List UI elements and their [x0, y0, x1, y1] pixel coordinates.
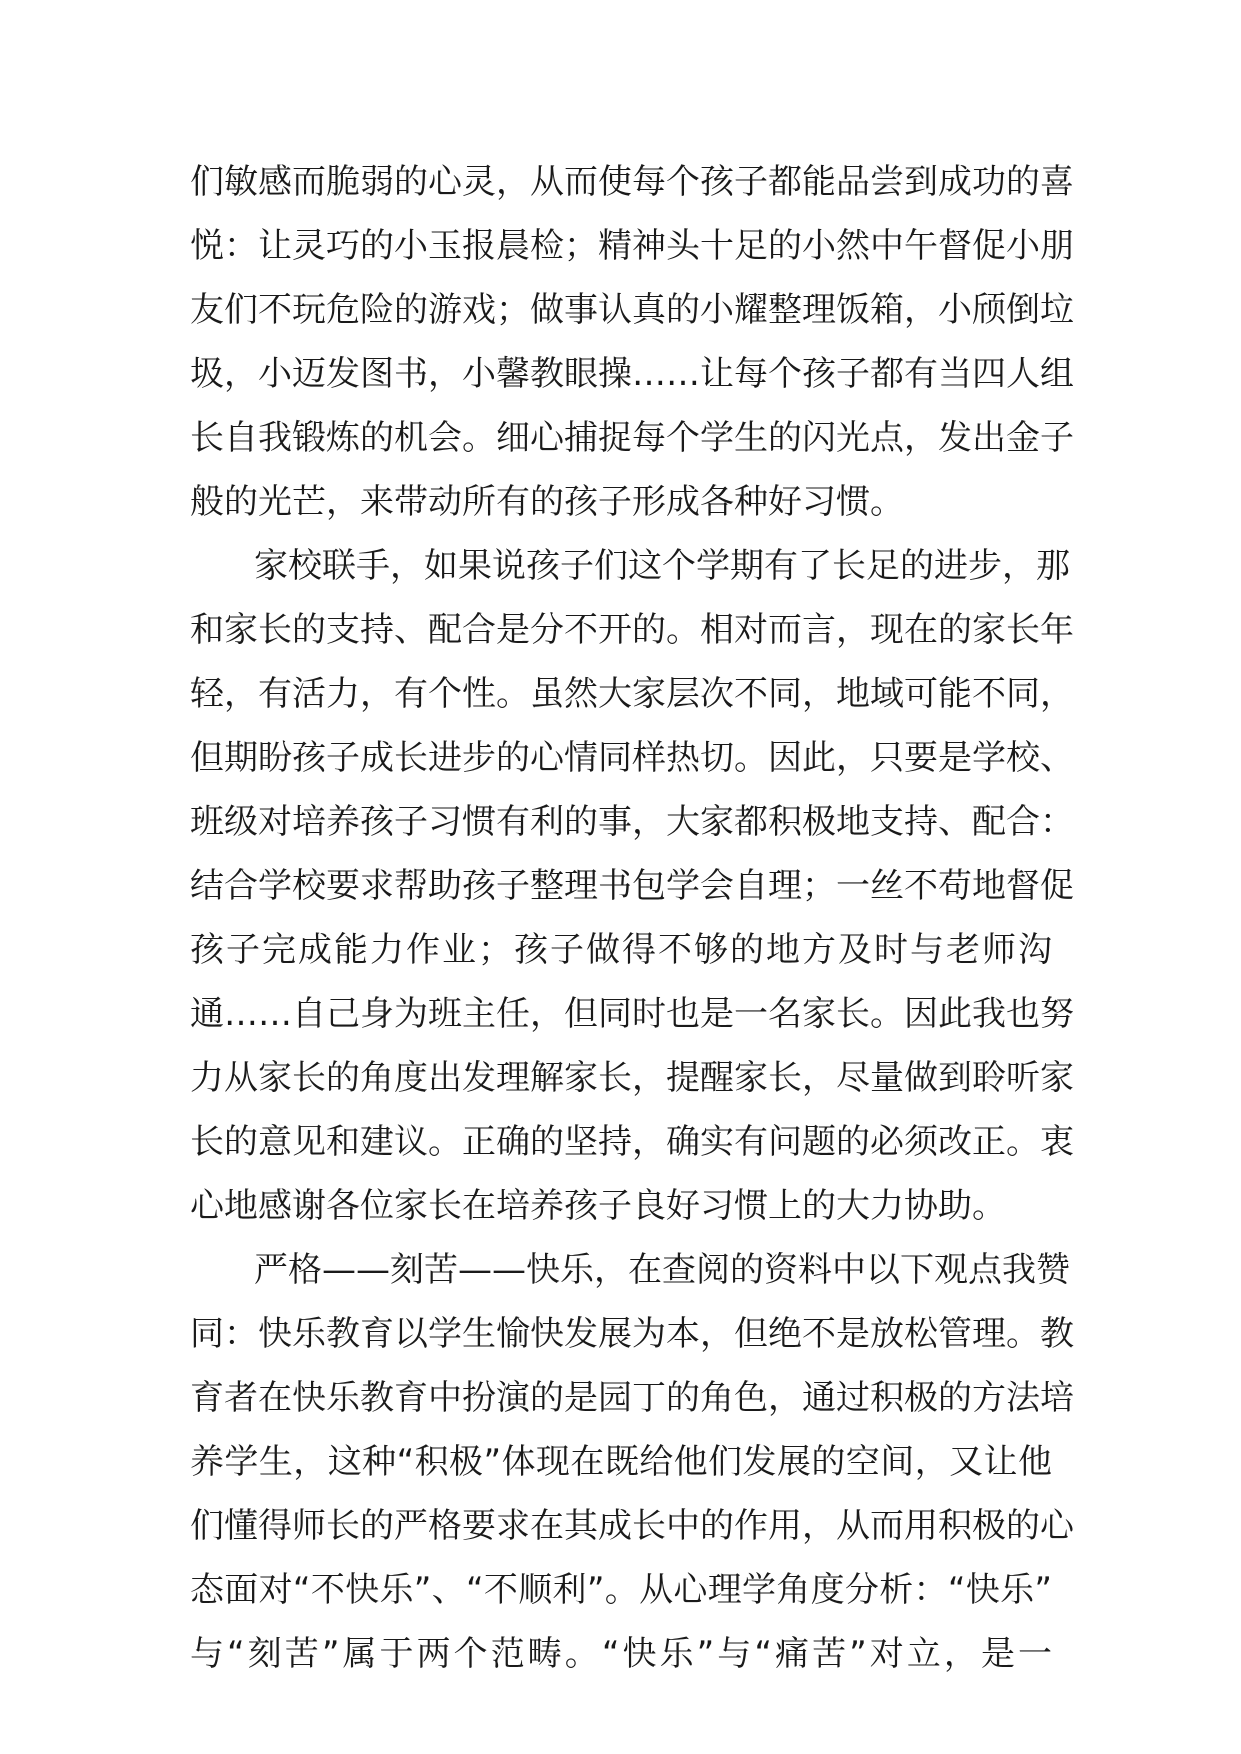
text-line: 长的意见和建议。正确的坚持，确实有问题的必须改正。衷 — [190, 1122, 1074, 1162]
text-line: 结合学校要求帮助孩子整理书包学会自理；一丝不苟地督促 — [190, 866, 1074, 906]
text-line: 态面对“不快乐”、“不顺利”。从心理学角度分析：“快乐” — [190, 1570, 1052, 1610]
text-line: 圾，小迈发图书，小馨教眼操……让每个孩子都有当四人组 — [190, 354, 1074, 394]
text-line: 悦：让灵巧的小玉报晨检；精神头十足的小然中午督促小朋 — [190, 226, 1074, 266]
text-line: 轻，有活力，有个性。虽然大家层次不同，地域可能不同， — [190, 674, 1074, 714]
paragraph-start-line: 严格——刻苦——快乐，在查阅的资料中以下观点我赞 — [254, 1250, 1070, 1290]
text-line: 力从家长的角度出发理解家长，提醒家长，尽量做到聆听家 — [190, 1058, 1074, 1098]
text-line: 同：快乐教育以学生愉快发展为本，但绝不是放松管理。教 — [190, 1314, 1074, 1354]
text-line: 但期盼孩子成长进步的心情同样热切。因此，只要是学校、 — [190, 738, 1074, 778]
text-line: 班级对培养孩子习惯有利的事，大家都积极地支持、配合： — [190, 802, 1074, 842]
text-line: 孩子完成能力作业；孩子做得不够的地方及时与老师沟 — [190, 930, 1052, 970]
text-line: 般的光芒，来带动所有的孩子形成各种好习惯。 — [190, 482, 904, 522]
body-text — [190, 150, 1074, 1686]
text-line: 育者在快乐教育中扮演的是园丁的角色，通过积极的方法培 — [190, 1378, 1074, 1418]
text-line: 们敏感而脆弱的心灵，从而使每个孩子都能品尝到成功的喜 — [190, 162, 1074, 202]
text-line: 和家长的支持、配合是分不开的。相对而言，现在的家长年 — [190, 610, 1074, 650]
text-line: 心地感谢各位家长在培养孩子良好习惯上的大力协助。 — [190, 1186, 1006, 1226]
text-line: 养学生，这种“积极”体现在既给他们发展的空间，又让他 — [190, 1442, 1052, 1482]
text-line: 们懂得师长的严格要求在其成长中的作用，从而用积极的心 — [190, 1506, 1074, 1546]
text-line: 长自我锻炼的机会。细心捕捉每个学生的闪光点，发出金子 — [190, 418, 1074, 458]
text-line: 友们不玩危险的游戏；做事认真的小耀整理饭箱，小颀倒垃 — [190, 290, 1074, 330]
paragraph-start-line: 家校联手，如果说孩子们这个学期有了长足的进步，那 — [254, 546, 1070, 586]
text-line: 通……自己身为班主任，但同时也是一名家长。因此我也努 — [190, 994, 1074, 1034]
text-line: 与“刻苦”属于两个范畴。“快乐”与“痛苦”对立，是一 — [190, 1634, 1052, 1674]
